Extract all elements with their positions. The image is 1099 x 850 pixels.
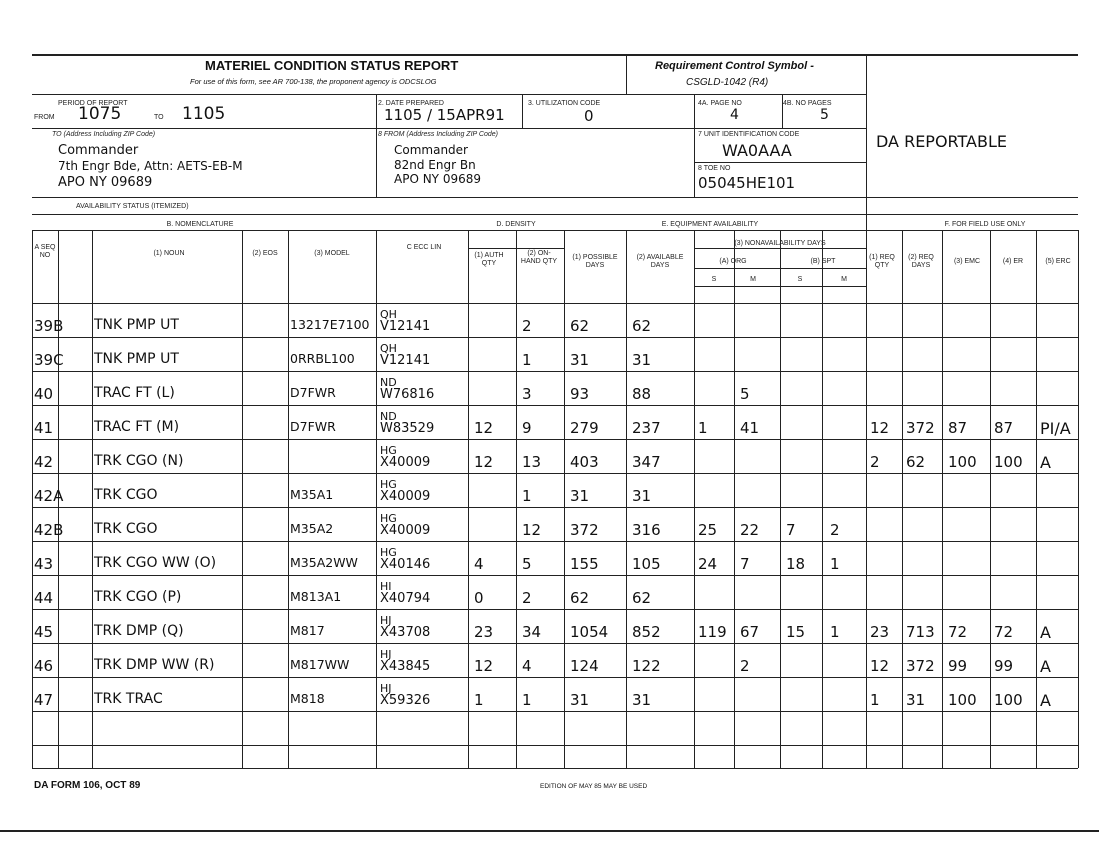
cell-onhand: 13 <box>522 453 542 471</box>
cell-seq: 42 <box>34 453 54 471</box>
rcs-label: Requirement Control Symbol - <box>655 60 814 72</box>
cell-noun: TNK PMP UT <box>94 317 179 333</box>
req-days-header: (2) REQ DAYS <box>908 254 934 269</box>
cell-noun: TNK PMP UT <box>94 351 179 367</box>
cell-onhand: 12 <box>522 521 542 539</box>
cell-lin: X59326 <box>380 693 431 708</box>
grid-rule <box>32 230 33 768</box>
cell-possible: 62 <box>570 589 590 607</box>
cell-possible: 1054 <box>570 623 609 641</box>
cell-er: 99 <box>994 657 1014 675</box>
cell-possible: 372 <box>570 521 599 539</box>
cell-seq: 40 <box>34 385 54 403</box>
cell-req-qty: 23 <box>870 623 890 641</box>
grid-rule <box>522 94 523 128</box>
page-no-label: 4A. PAGE NO <box>698 100 742 107</box>
cell-ecc-code: HG <box>380 546 397 559</box>
form-title: MATERIEL CONDITION STATUS REPORT <box>205 58 459 73</box>
cell-emc: 72 <box>948 623 968 641</box>
util-code-value: 0 <box>584 107 594 125</box>
da-reportable-note: DA REPORTABLE <box>876 132 1007 151</box>
cell-org-m: 2 <box>740 657 750 675</box>
cell-req-days: 62 <box>906 453 926 471</box>
cell-org-s: 119 <box>698 623 727 641</box>
cell-noun: TRK TRAC <box>94 691 163 707</box>
cell-available: 237 <box>632 419 661 437</box>
cell-lin: V12141 <box>380 319 431 334</box>
cell-erc: A <box>1040 691 1051 710</box>
cell-available: 347 <box>632 453 661 471</box>
cell-noun: TRK CGO (N) <box>94 453 184 469</box>
cell-possible: 62 <box>570 317 590 335</box>
grid-rule <box>32 439 1078 440</box>
cell-er: 87 <box>994 419 1014 437</box>
grid-rule <box>376 94 377 197</box>
from-label: FROM <box>34 114 55 121</box>
grid-rule <box>32 371 1078 372</box>
available-header: (2) AVAILABLE DAYS <box>636 254 684 269</box>
cell-possible: 403 <box>570 453 599 471</box>
cell-erc: PI/A <box>1040 419 1071 438</box>
no-pages-label: 4B. NO PAGES <box>783 100 832 107</box>
cell-available: 31 <box>632 487 652 505</box>
cell-spt-m: 1 <box>830 623 840 641</box>
from-period-value: 1075 <box>78 104 122 124</box>
cell-onhand: 2 <box>522 317 532 335</box>
grid-rule <box>626 230 627 768</box>
cell-noun: TRAC FT (M) <box>94 419 180 435</box>
cell-seq: 42B <box>34 521 64 539</box>
cell-possible: 93 <box>570 385 590 403</box>
to-address-line-2: 7th Engr Bde, Attn: AETS-EB-M <box>58 159 243 173</box>
cell-ecc-code: ND <box>380 376 397 389</box>
to-label: TO <box>154 114 164 121</box>
cell-req-days: 372 <box>906 657 935 675</box>
cell-spt-m: 1 <box>830 555 840 573</box>
cell-available: 105 <box>632 555 661 573</box>
cell-org-m: 67 <box>740 623 760 641</box>
grid-rule <box>32 303 1078 304</box>
uic-value: WA0AAA <box>722 141 792 160</box>
grid-rule <box>866 230 867 768</box>
cell-available: 122 <box>632 657 661 675</box>
util-code-label: 3. UTILIZATION CODE <box>528 100 601 107</box>
grid-rule <box>32 405 1078 406</box>
cell-ecc-code: ND <box>380 410 397 423</box>
org-m-header: M <box>750 276 756 283</box>
cell-seq: 46 <box>34 657 54 675</box>
cell-model: M813A1 <box>290 589 342 604</box>
cell-auth: 12 <box>474 453 494 471</box>
cell-onhand: 9 <box>522 419 532 437</box>
to-period-value: 1105 <box>182 104 226 124</box>
grid-rule <box>694 94 695 197</box>
cell-auth: 12 <box>474 657 494 675</box>
cell-model: M35A2WW <box>290 555 358 570</box>
cell-available: 62 <box>632 317 652 335</box>
page-no-value: 4 <box>730 107 739 123</box>
cell-req-qty: 2 <box>870 453 880 471</box>
cell-spt-s: 15 <box>786 623 806 641</box>
onhand-header: (2) ON-HAND QTY <box>520 250 558 265</box>
cell-ecc-code: HG <box>380 444 397 457</box>
cell-emc: 87 <box>948 419 968 437</box>
cell-ecc-code: HI <box>380 580 392 593</box>
grid-rule <box>468 230 469 768</box>
cell-model: M35A1 <box>290 487 334 502</box>
from-address-line-2: 82nd Engr Bn <box>394 158 476 172</box>
cell-noun: TRK CGO <box>94 487 158 503</box>
cell-noun: TRAC FT (L) <box>94 385 175 401</box>
cell-seq: 39C <box>34 351 64 369</box>
cell-noun: TRK CGO <box>94 521 158 537</box>
cell-model: 0RRBL100 <box>290 351 355 366</box>
cell-auth: 23 <box>474 623 494 641</box>
cell-ecc-code: HJ <box>380 614 392 627</box>
to-address-label: TO (Address Including ZIP Code) <box>52 131 156 138</box>
grid-rule <box>32 230 1078 231</box>
cell-seq: 41 <box>34 419 54 437</box>
cell-lin: W83529 <box>380 421 435 436</box>
cell-auth: 1 <box>474 691 484 709</box>
cell-seq: 39B <box>34 317 64 335</box>
cell-req-days: 372 <box>906 419 935 437</box>
grid-rule <box>32 541 1078 542</box>
cell-noun: TRK DMP (Q) <box>94 623 184 639</box>
cell-org-m: 22 <box>740 521 760 539</box>
grid-rule <box>694 162 866 163</box>
cell-available: 316 <box>632 521 661 539</box>
cell-available: 31 <box>632 691 652 709</box>
nomenclature-header: B. NOMENCLATURE <box>166 221 234 228</box>
cell-lin: X43708 <box>380 625 431 640</box>
cell-onhand: 34 <box>522 623 542 641</box>
cell-org-m: 7 <box>740 555 750 573</box>
grid-rule <box>32 643 1078 644</box>
grid-rule <box>376 230 377 768</box>
cell-erc: A <box>1040 623 1051 642</box>
grid-rule <box>902 230 903 768</box>
edition-note: EDITION OF MAY 85 MAY BE USED <box>540 783 648 790</box>
toe-value: 05045HE101 <box>698 174 796 192</box>
erc-header: (5) ERC <box>1045 258 1071 265</box>
cell-onhand: 4 <box>522 657 532 675</box>
spt-header: (B) SPT <box>810 258 836 265</box>
grid-rule <box>32 768 1078 769</box>
cell-available: 62 <box>632 589 652 607</box>
rcs-value: CSGLD-1042 (R4) <box>686 77 769 88</box>
grid-rule <box>1078 230 1079 768</box>
cell-org-s: 24 <box>698 555 718 573</box>
cell-ecc-code: HG <box>380 512 397 525</box>
cell-seq: 44 <box>34 589 54 607</box>
grid-rule <box>92 230 93 768</box>
grid-rule <box>32 473 1078 474</box>
cell-onhand: 2 <box>522 589 532 607</box>
org-header: (A) ORG <box>719 258 747 265</box>
auth-header: (1) AUTH QTY <box>474 252 504 267</box>
cell-seq: 45 <box>34 623 54 641</box>
grid-rule <box>32 677 1078 678</box>
req-qty-header: (1) REQ QTY <box>869 254 895 269</box>
cell-er: 72 <box>994 623 1014 641</box>
grid-rule <box>516 230 517 768</box>
form-number: DA FORM 106, OCT 89 <box>34 780 141 791</box>
date-prepared-value: 1105 / 15APR91 <box>384 106 505 124</box>
cell-onhand: 1 <box>522 351 532 369</box>
cell-emc: 100 <box>948 453 977 471</box>
cell-spt-s: 18 <box>786 555 806 573</box>
cell-model: D7FWR <box>290 419 336 434</box>
from-address-line-3: APO NY 09689 <box>394 172 481 186</box>
cell-org-m: 5 <box>740 385 750 403</box>
grid-rule <box>32 745 1078 746</box>
cell-onhand: 1 <box>522 691 532 709</box>
cell-ecc-code: HG <box>380 478 397 491</box>
grid-rule <box>32 337 1078 338</box>
cell-possible: 279 <box>570 419 599 437</box>
to-address-line-1: Commander <box>58 143 139 158</box>
grid-rule <box>32 197 1078 198</box>
cell-ecc-code: HJ <box>380 648 392 661</box>
cell-model: M817 <box>290 623 325 638</box>
density-header: D. DENSITY <box>496 221 536 228</box>
grid-rule <box>942 230 943 768</box>
cell-auth: 12 <box>474 419 494 437</box>
cell-req-qty: 12 <box>870 657 890 675</box>
cell-model: D7FWR <box>290 385 336 400</box>
cell-noun: TRK DMP WW (R) <box>94 657 215 673</box>
grid-rule <box>32 128 866 129</box>
grid-rule <box>626 54 627 94</box>
equip-avail-header: E. EQUIPMENT AVAILABILITY <box>661 221 759 228</box>
cell-possible: 31 <box>570 351 590 369</box>
to-address-line-3: APO NY 09689 <box>58 175 153 190</box>
nonavail-header: (3) NONAVAILABILITY DAYS <box>734 240 826 247</box>
cell-lin: V12141 <box>380 353 431 368</box>
org-s-header: S <box>711 276 717 283</box>
grid-rule <box>822 268 823 768</box>
cell-er: 100 <box>994 453 1023 471</box>
cell-lin: X40009 <box>380 489 431 504</box>
cell-org-s: 25 <box>698 521 718 539</box>
cell-er: 100 <box>994 691 1023 709</box>
form-subtitle: For use of this form, see AR 700-138, the proponent agency is ODCSLOG <box>190 77 437 86</box>
cell-available: 852 <box>632 623 661 641</box>
cell-model: M818 <box>290 691 325 706</box>
emc-header: (3) EMC <box>953 258 981 265</box>
cell-onhand: 1 <box>522 487 532 505</box>
cell-model: 13217E7100 <box>290 317 370 332</box>
uic-label: 7 UNIT IDENTIFICATION CODE <box>698 131 800 138</box>
grid-rule <box>564 230 565 768</box>
cell-lin: X40009 <box>380 455 431 470</box>
grid-rule <box>32 54 1078 56</box>
grid-rule <box>288 230 289 768</box>
cell-auth: 0 <box>474 589 484 607</box>
toe-label: 8 TOE NO <box>698 165 731 172</box>
model-header: (3) MODEL <box>314 250 350 257</box>
cell-possible: 31 <box>570 487 590 505</box>
cell-ecc-code: QH <box>380 342 397 355</box>
cell-org-s: 1 <box>698 419 708 437</box>
seq-header: A SEQ NO <box>34 244 56 259</box>
cell-noun: TRK CGO WW (O) <box>94 555 217 571</box>
cell-onhand: 3 <box>522 385 532 403</box>
field-use-header: F. FOR FIELD USE ONLY <box>944 221 1026 228</box>
cell-ecc-code: HJ <box>380 682 392 695</box>
cell-req-qty: 12 <box>870 419 890 437</box>
cell-available: 31 <box>632 351 652 369</box>
cell-lin: W76816 <box>380 387 435 402</box>
cell-erc: A <box>1040 657 1051 676</box>
grid-rule <box>32 575 1078 576</box>
cell-req-days: 31 <box>906 691 926 709</box>
grid-rule <box>242 230 243 768</box>
cell-available: 88 <box>632 385 652 403</box>
date-prepared-label: 2. DATE PREPARED <box>378 100 444 107</box>
cell-req-qty: 1 <box>870 691 880 709</box>
grid-rule <box>32 94 866 95</box>
possible-header: (1) POSSIBLE DAYS <box>572 254 618 269</box>
cell-spt-s: 7 <box>786 521 796 539</box>
spt-s-header: S <box>797 276 803 283</box>
grid-rule <box>32 711 1078 712</box>
ecc-header: C ECC LIN <box>406 244 442 251</box>
spt-m-header: M <box>841 276 847 283</box>
cell-ecc-code: QH <box>380 308 397 321</box>
cell-onhand: 5 <box>522 555 532 573</box>
eos-header: (2) EOS <box>252 250 278 257</box>
grid-rule <box>32 214 1078 215</box>
cell-model: M35A2 <box>290 521 334 536</box>
grid-rule <box>694 230 695 768</box>
cell-possible: 124 <box>570 657 599 675</box>
cell-possible: 31 <box>570 691 590 709</box>
grid-rule <box>734 268 735 768</box>
grid-rule <box>780 230 781 768</box>
cell-spt-m: 2 <box>830 521 840 539</box>
cell-req-days: 713 <box>906 623 935 641</box>
period-label: PERIOD OF REPORT <box>58 100 128 107</box>
noun-header: (1) NOUN <box>153 250 185 257</box>
cell-model: M817WW <box>290 657 350 672</box>
grid-rule <box>990 230 991 768</box>
cell-seq: 43 <box>34 555 54 573</box>
cell-auth: 4 <box>474 555 484 573</box>
no-pages-value: 5 <box>820 107 829 123</box>
cell-emc: 100 <box>948 691 977 709</box>
cell-lin: X43845 <box>380 659 431 674</box>
grid-rule <box>1036 230 1037 768</box>
from-address-label: 8 FROM (Address Including ZIP Code) <box>378 131 498 138</box>
cell-possible: 155 <box>570 555 599 573</box>
grid-rule <box>32 609 1078 610</box>
er-header: (4) ER <box>1002 258 1024 265</box>
cell-emc: 99 <box>948 657 968 675</box>
cell-erc: A <box>1040 453 1051 472</box>
cell-seq: 47 <box>34 691 54 709</box>
cell-org-m: 41 <box>740 419 760 437</box>
cell-noun: TRK CGO (P) <box>94 589 182 605</box>
avail-status-label: AVAILABILITY STATUS (ITEMIZED) <box>76 203 189 210</box>
cell-lin: X40009 <box>380 523 431 538</box>
grid-rule <box>0 830 1099 832</box>
cell-lin: X40794 <box>380 591 431 606</box>
cell-lin: X40146 <box>380 557 431 572</box>
grid-rule <box>32 507 1078 508</box>
cell-seq: 42A <box>34 487 64 505</box>
from-address-line-1: Commander <box>394 143 468 157</box>
